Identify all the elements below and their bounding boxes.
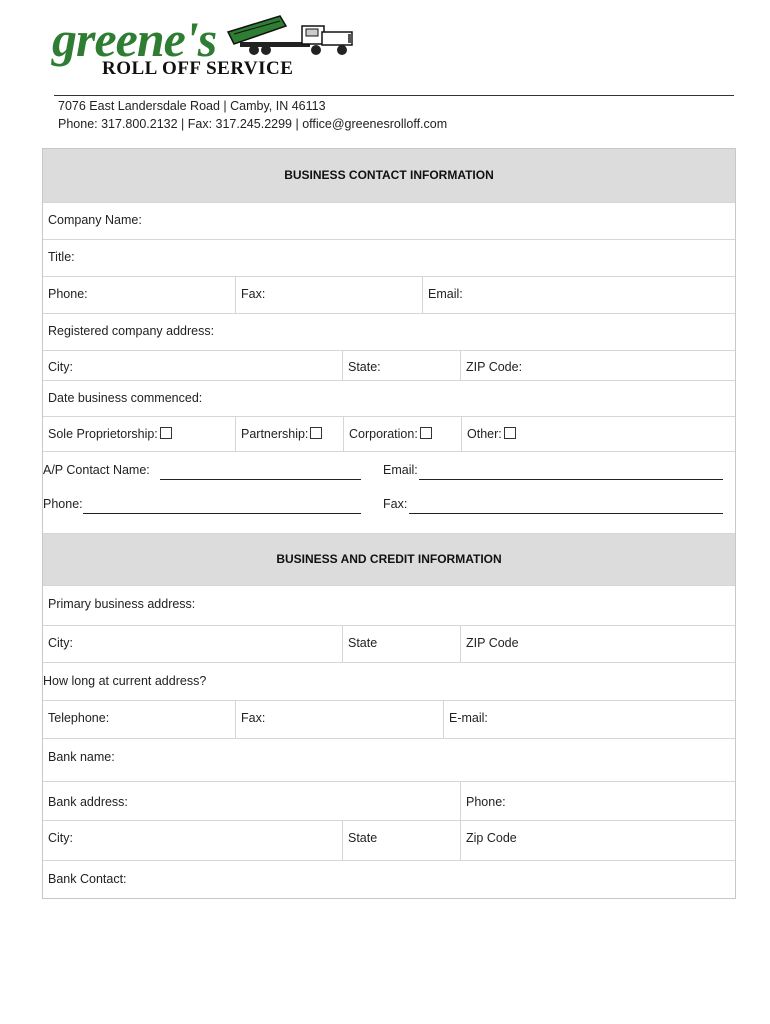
phone-label: Phone: xyxy=(48,287,88,301)
bank-name-field[interactable] xyxy=(43,739,735,782)
bank-name-label: Bank name: xyxy=(48,750,115,764)
logo-subtitle: ROLL OFF SERVICE xyxy=(102,58,294,79)
section-header-contact xyxy=(43,149,735,203)
credit-state-label: State xyxy=(348,636,378,650)
bank-city-state-zip-row xyxy=(43,821,735,861)
fax-field[interactable] xyxy=(236,277,423,313)
partnership-option[interactable] xyxy=(236,417,344,451)
roll-off-truck-icon xyxy=(220,14,360,60)
zip-label: ZIP Code: xyxy=(466,360,523,374)
ap-email-label: Email: xyxy=(383,463,418,477)
ap-contact-line[interactable] xyxy=(160,479,361,480)
phone-field[interactable] xyxy=(43,277,236,313)
header-rule xyxy=(54,95,734,96)
corporation-option[interactable] xyxy=(344,417,462,451)
telephone-field[interactable] xyxy=(43,701,236,738)
other-label: Other: xyxy=(467,427,502,441)
bank-zip-field[interactable] xyxy=(461,821,735,860)
section-header-credit xyxy=(43,534,735,586)
bank-state-field[interactable] xyxy=(343,821,461,860)
sole-proprietorship-option[interactable] xyxy=(43,417,236,451)
partnership-checkbox[interactable] xyxy=(310,427,322,439)
bank-address-field[interactable] xyxy=(43,782,461,820)
date-commenced-field[interactable] xyxy=(43,381,735,417)
bank-city-field[interactable] xyxy=(43,821,343,860)
state-field[interactable] xyxy=(343,351,461,380)
company-logo xyxy=(52,11,312,96)
partnership-label: Partnership: xyxy=(241,427,309,441)
email-field[interactable] xyxy=(423,277,735,313)
bank-address-label: Bank address: xyxy=(48,795,128,809)
city-label: City: xyxy=(48,360,73,374)
zip-field[interactable] xyxy=(461,351,735,380)
credit-fax-label: Fax: xyxy=(241,711,266,725)
company-address-block xyxy=(58,97,447,133)
date-commenced-label: Date business commenced: xyxy=(48,391,203,405)
bank-contact-field[interactable] xyxy=(43,861,735,898)
ap-phone-line[interactable] xyxy=(83,513,361,514)
ap-email-line[interactable] xyxy=(419,479,723,480)
credit-zip-field[interactable] xyxy=(461,626,735,662)
company-name-label: Company Name: xyxy=(48,213,142,227)
ap-phone-label: Phone: xyxy=(43,497,83,511)
other-option[interactable] xyxy=(462,417,735,451)
registered-address-field[interactable] xyxy=(43,314,735,351)
bank-phone-field[interactable] xyxy=(461,782,735,820)
company-name-field[interactable] xyxy=(43,203,735,240)
bank-state-label: State xyxy=(348,831,378,845)
bank-city-label: City: xyxy=(48,831,73,845)
credit-email-label: E-mail: xyxy=(449,711,488,725)
bank-address-phone-row xyxy=(43,782,735,821)
telephone-label: Telephone: xyxy=(48,711,110,725)
title-field[interactable] xyxy=(43,240,735,277)
city-field[interactable] xyxy=(43,351,343,380)
bank-zip-label: Zip Code xyxy=(466,831,517,845)
corporation-label: Corporation: xyxy=(349,427,418,441)
phone-fax-email-row xyxy=(43,277,735,314)
company-address: 7076 East Landersdale Road | Camby, IN 46113 xyxy=(58,99,326,113)
other-checkbox[interactable] xyxy=(504,427,516,439)
credit-application-form xyxy=(42,148,736,899)
logo-script-text: greene's xyxy=(52,11,217,67)
sole-proprietorship-checkbox[interactable] xyxy=(160,427,172,439)
how-long-field[interactable] xyxy=(43,663,735,701)
state-label: State: xyxy=(348,360,381,374)
credit-city-label: City: xyxy=(48,636,73,650)
primary-address-label: Primary business address: xyxy=(48,597,196,611)
registered-address-label: Registered company address: xyxy=(48,324,215,338)
credit-zip-label: ZIP Code xyxy=(466,636,519,650)
city-state-zip-row xyxy=(43,351,735,381)
business-type-row xyxy=(43,417,735,452)
credit-city-field[interactable] xyxy=(43,626,343,662)
credit-email-field[interactable] xyxy=(444,701,735,738)
ap-fax-label: Fax: xyxy=(383,497,408,511)
credit-state-field[interactable] xyxy=(343,626,461,662)
how-long-label: How long at current address? xyxy=(43,674,207,688)
credit-city-state-zip-row xyxy=(43,626,735,663)
title-label: Title: xyxy=(48,250,75,264)
ap-fax-line[interactable] xyxy=(409,513,723,514)
section-title: BUSINESS AND CREDIT INFORMATION xyxy=(276,552,502,566)
primary-address-field[interactable] xyxy=(43,586,735,626)
ap-contact-label: A/P Contact Name: xyxy=(43,463,150,477)
email-label: Email: xyxy=(428,287,463,301)
telephone-fax-email-row xyxy=(43,701,735,739)
credit-fax-field[interactable] xyxy=(236,701,444,738)
ap-contact-row xyxy=(43,452,735,489)
corporation-checkbox[interactable] xyxy=(420,427,432,439)
fax-label: Fax: xyxy=(241,287,266,301)
company-contact: Phone: 317.800.2132 | Fax: 317.245.2299 | office@greenesrolloff.com xyxy=(58,117,448,131)
section-title: BUSINESS CONTACT INFORMATION xyxy=(284,168,494,182)
bank-contact-label: Bank Contact: xyxy=(48,872,127,886)
ap-phone-row xyxy=(43,489,735,534)
bank-phone-label: Phone: xyxy=(466,795,506,809)
sole-proprietorship-label: Sole Proprietorship: xyxy=(48,427,158,441)
